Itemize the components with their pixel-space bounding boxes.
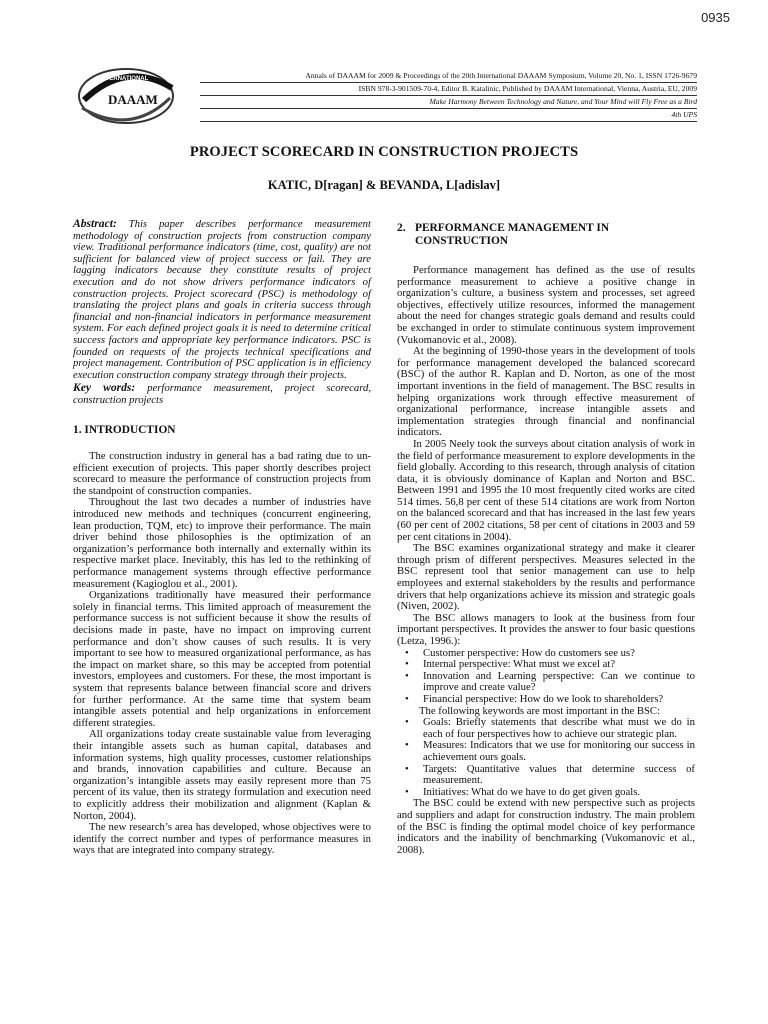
body-paragraph: The BSC allows managers to look at the business from four important perspectives. It provides the answer to four basic questions (Letza, 1996.): [397,611,695,647]
closing-paragraph: The BSC could be extend with new perspective such as projects and suppliers and adapt for construction industry. The main problem of the BSC is finding the optimal model choice of key performance indicators and the inability of benchmarking (Vukomanovic et al., 2008). [397,797,695,856]
header-line-1: Annals of DAAAM for 2009 & Proceedings of the 20th International DAAAM Symposium, Volume 20, No. 1, ISSN 1726-9679 [200,70,697,83]
bullet-icon: • [405,658,409,671]
page-number: 0935 [701,10,730,25]
list-item: • Innovation and Learning perspective: Can we continue to improve and create value? [405,669,695,694]
paper-authors: KATIC, D[ragan] & BEVANDA, L[adislav] [267,178,501,192]
bullet-icon: • [405,646,409,659]
left-column [73,218,371,857]
section-2-heading [397,222,695,248]
bullet-icon: • [405,785,409,798]
list-item: • Measures: Indicators that we use for monitoring our success in achievement ours goals. [405,739,695,763]
bullet-icon: • [405,716,409,729]
list-item: • Customer perspective: How do customers see us? [405,646,635,659]
bsc-keywords-list [397,717,695,798]
bullet-icon: • [405,692,409,705]
body-paragraph: In 2005 Neely took the surveys about citation analysis of work in the field of performance measurement to explore developments in the field globally. According to this research, through analysis of citation data, it is obviously dominance of Kaplan and Norton and BSC. Between 1991 and 1995 the 10 most frequently cited works are cited 514 times. 56,8 per cent of these 514 citations are work from Norton on the balanced scorecard and that has increased in the last few years (60 per cent of 2002 citations, 58 per cent of citations in 2003 and 59 per cent citations in 2004). [397,437,695,543]
section-2-title: PERFORMANCE MANAGEMENT IN CONSTRUCTION [415,222,610,247]
list-item: • Goals: Briefly statements that describe what must we do in each of four perspectives how to achieve our strategic plan. [405,716,695,740]
keywords-intro: The following keywords are most important in the BSC: [419,704,661,717]
list-item: • Initiatives: What do we have to do get given goals. [405,785,641,798]
intro-paragraph: Organizations traditionally have measured their performance solely in financial terms. This limited approach of measurement the performance success is not sufficient because it show the results of decisions made in paste, have no impact on improving current performance and don’t show causes of such results. It is very important to see how to measured organizational performance, as has the impact on market share, so this may be accepted from potential investors, employees and customers. For these, the most important is system that represents balance between financial score and drivers for further performance. At the same time that system beam intangible assets potential and help organizations in enforcement different strategies. [73,589,371,729]
header-line-3: Make Harmony Between Technology and Nature, and Your Mind will Fly Free as a Bird [200,96,697,109]
intro-paragraph: All organizations today create sustainable value from leveraging their intangible assets such as human capital, databases and information systems, high quality processes, customer relationships and brands, innovation capabilities and culture. Because an organization’s intangible assets may easily represent more than 75 percent of its value, then its strategy formulation and execution need to explicitly address their mobilization and alignment (Kaplan & Norton, 2004). [73,728,371,822]
abstract-label: Abstract: [73,217,117,230]
journal-header [200,70,697,122]
logo-name: DAAAM [108,92,158,107]
logo-top-text: INTERNATIONAL [99,76,149,82]
intro-paragraph: The new research’s area has developed, whose objectives were to identify the correct number and types of performance measures in ways that are integrated into company strategy. [73,821,371,857]
body-paragraph: Performance management has defined as the use of results performance measurement to achieve a positive change in organization’s culture, a business system and processes, set agreed objectives, effectively utilize resources, informed the management about the need for changes strategic goals demand and results could be exchanged in order to stimulate continuous system improvement (Vukomanovic et al., 2008). [397,264,695,346]
daaam-logo [76,66,176,126]
bullet-icon: • [405,739,409,752]
header-line-4: 4th UPS [200,109,697,122]
section-2-number: 2. [397,222,406,234]
list-item: • Internal perspective: What must we excel at? [405,658,616,671]
intro-paragraph: The construction industry in general has a bad rating due to un-efficient execution of projects. This paper shortly describes project scorecard to measure the performance of construction projects from the standpoint of construction companies. [73,450,371,497]
abstract-text: This paper describes performance measurement methodology of construction projects from construction company view. Traditional performance indicators (time, cost, quality) are not sufficient for balanced view of project success or fail. They are lagging indicators because they constitute results of project execution and do not show drivers performance indicators of construction projects. Project scorecard (PSC) is methodology of translating the project plans and goals in criteria success through financial and non-financial indicators in performance measurement system. For each defined project goals it is need to determine critical success factors and appropriate key performance indicators. PSC is founded on requests of the projects technical specifications and project management. Contribution of PSC application is in efficiency execution construction company strategy through their projects. [73,218,372,381]
list-item: • Targets: Quantitative values that determine success of measurement. [405,762,695,787]
right-column [397,218,695,856]
body-paragraph: At the beginning of 1990-those years in the development of tools for performance management developed the balanced scorecard (BSC) of the author R. Kaplan and D. Norton, as one of the most important inventions in the field of management. The BSC results in helping organizations work through effective measurement of organizational performance, increase intangible assets and implementation strategies through financial and nonfinancial indicators. [397,345,695,439]
keywords [73,382,371,406]
perspectives-list [397,648,695,706]
section-1-heading: 1. INTRODUCTION [73,423,176,436]
list-item: • Financial perspective: How do we look to shareholders? [405,692,664,705]
keywords-text: performance measurement, project scorecard, construction projects [73,382,371,406]
keywords-label: Key words: [73,381,136,395]
bullet-icon: • [405,669,409,682]
body-paragraph: The BSC examines organizational strategy and make it clearer through prism of different perspectives. Measures selected in the BSC represent tool that senior management can use to help employees and external stakeholders by the results and performance drivers that help organizations achieve its mission and strategic goals (Niven, 2002). [397,542,695,613]
paper-title: PROJECT SCORECARD IN CONSTRUCTION PROJECTS [189,144,579,160]
bullet-icon: • [405,762,409,775]
intro-paragraph: Throughout the last two decades a number of industries have introduced new methods and techniques (concurrent engineering, lean production, TQM, etc) to improve their performance. The main driver behind those philosophies is the optimization of an organization’s performance both internally and externally within its respective market place. Inevitably, this has led to the rethinking of performance management systems through effective performance measurement (Kagioglou et al., 2001). [73,496,371,590]
header-line-2: ISBN 978-3-901509-70-4, Editor B. Katalinic, Published by DAAAM International, Vienna, Austria, EU, 2009 [200,83,697,96]
abstract [73,218,371,381]
